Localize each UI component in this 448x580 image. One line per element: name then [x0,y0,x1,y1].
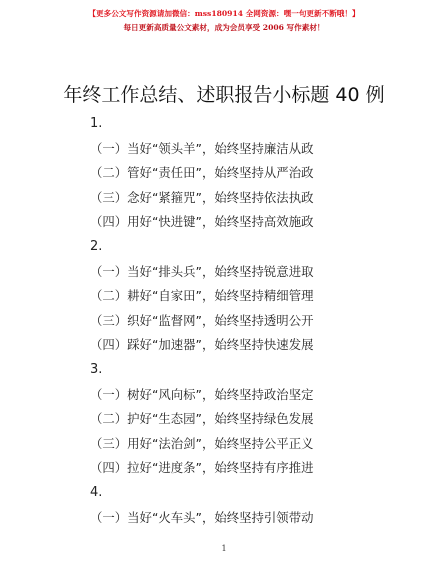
list-item: （四）拉好“进度条”，始终坚持有序推进 [90,460,314,476]
section-number-1: 1. [90,116,103,131]
list-item: （三）用好“法治剑”，始终坚持公平正义 [90,435,314,451]
section-number-2: 2. [90,238,103,254]
list-item: （四）用好“快进键”，始终坚持高效施政 [90,214,314,230]
list-item: （三）念好“紧箍咒”，始终坚持依法执政 [90,189,314,205]
list-item: （二）管好“责任田”，始终坚持从严治政 [90,165,314,181]
list-item: （三）织好“监督网”，始终坚持透明公开 [90,312,314,328]
page-title: 年终工作总结、述职报告小标题 40 例 [63,84,385,106]
list-item: （一）当好“排头兵”，始终坚持锐意进取 [90,263,314,279]
list-item: （二）护好“生态园”，始终坚持绿色发展 [90,411,314,427]
promo-banner-line-1: 【更多公文写作资源请加微信：mss180914 全网资源：嘿一句更新不断哦！】 [88,9,360,18]
list-item: （二）耕好“自家田”，始终坚持精细管理 [90,288,314,304]
page-number: 1 [221,544,227,553]
list-item: （四）踩好“加速器”，始终坚持快速发展 [90,337,314,353]
list-item: （一）当好“火车头”，始终坚持引领带动 [90,509,314,525]
promo-banner-line-2: 每日更新高质量公文素材，成为会员享受 2006 写作素材！ [123,23,325,32]
document-body [90,112,410,530]
section-number-4: 4. [90,484,103,500]
section-number-3: 3. [90,361,103,377]
list-item: （一）树好“风向标”，始终坚持政治坚定 [90,386,314,402]
list-item: （一）当好“领头羊”，始终坚持廉洁从政 [90,140,314,156]
